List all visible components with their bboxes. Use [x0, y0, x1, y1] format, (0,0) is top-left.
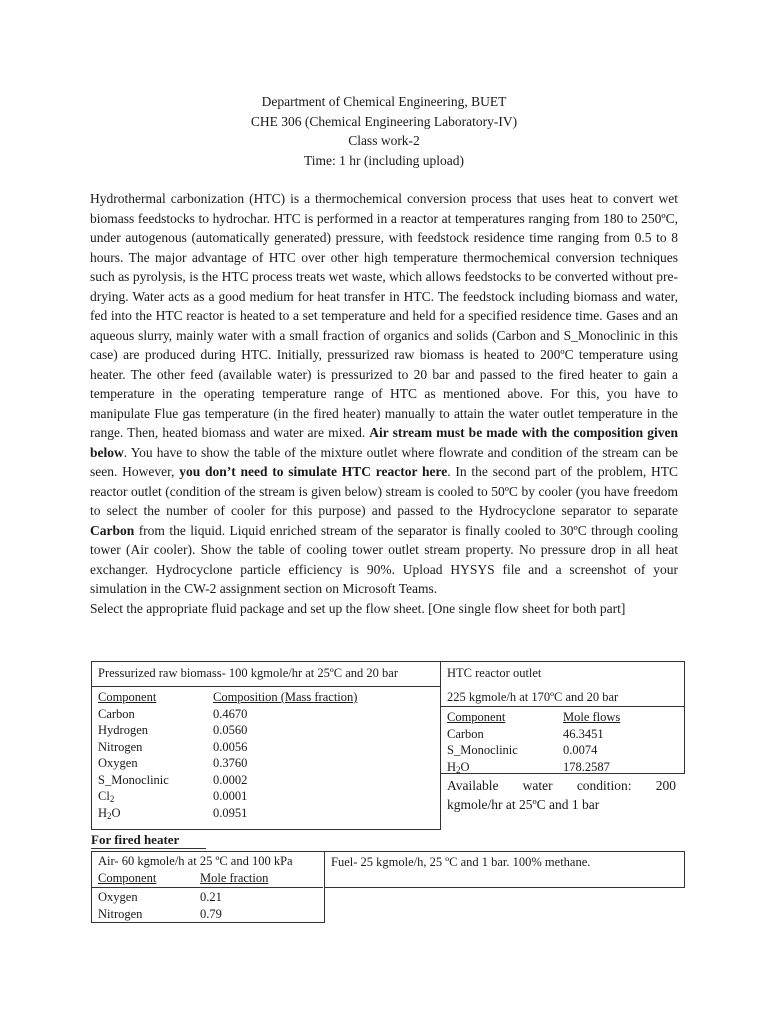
htc-condition: 225 kgmole/h at 170ºC and 20 bar	[447, 690, 619, 704]
bold-instruction-htc: you don’t need to simulate HTC reactor here	[179, 464, 448, 479]
biomass-title-box	[91, 661, 441, 687]
column-header-mole-flows: Mole flows	[563, 710, 621, 724]
paragraph-text: . In the second part of the problem, HTC reactor outlet (condition of the stream is given below) stream is cooled to 50ºC by cooler (you have freedom to select the number of cooler for this purpose) and passed to the Hydrocyclone separator to separate	[90, 464, 678, 518]
component-value: 46.3451	[563, 726, 604, 741]
component-value: 178.2587	[563, 759, 610, 774]
biomass-composition-box	[91, 686, 441, 830]
paragraph-text: Hydrothermal carbonization (HTC) is a thermochemical conversion process that uses heat to convert wet biomass feedstocks to hydrochar. HTC is performed in a reactor at temperatures ranging from 180 to 250ºC, under autogenous (automatically generated) pressure, with feedstock residence time ranging from 0.5 to 8 hours. The major advantage of HTC over other high temperature thermochemical conversion techniques such as pyrolysis, is the HTC process treats wet waste, which allows feedstocks to be converted without pre-drying. Water acts as a good medium for heat transfer in HTC. The feedstock including biomass and water, fed into the HTC reactor is heated to a set temperature and held for a specified residence time. Gases and an aqueous slurry, mainly water with a small fraction of organics and solids (Carbon and S_Monoclinic in this case) are produced during HTC. Initially, pressurized raw biomass is heated to 200ºC temperature using heater. The other feed (available water) is pressurized to 20 bar and passed to the fired heater to gain a temperature in the operating temperature range of HTC as mentioned above. For this, you have to manipulate Flue gas temperature (in the fired heater) manually to attain the water outlet temperature in the range. Then, heated biomass and water are mixed.	[90, 191, 678, 440]
component-name: Oxygen	[98, 890, 138, 904]
table-row	[447, 726, 677, 743]
class-work-title: Class work-2	[348, 133, 420, 148]
component-value: 0.0951	[213, 805, 248, 820]
component-value: 0.0002	[213, 772, 248, 787]
water-word-4: 200	[655, 778, 676, 793]
component-name: $Cl_2$	[98, 789, 115, 804]
air-title: Air- 60 kgmole/h at 25 ºC and 100 kPa	[98, 854, 293, 868]
component-name: Oxygen	[98, 756, 138, 770]
table-row	[447, 759, 677, 776]
paragraph-text: . You have to show the table of the mixture outlet where flowrate and condition of the stream can be seen. However,	[90, 444, 678, 479]
htc-title-box	[440, 661, 685, 707]
water-word-2: water	[522, 778, 553, 793]
fired-heater-underline	[91, 848, 206, 849]
table-row	[98, 772, 428, 789]
component-value: 0.0560	[213, 723, 248, 737]
component-name: Carbon	[98, 706, 135, 721]
water-word-1: Available	[447, 778, 499, 793]
component-name: $H_2O$	[447, 759, 470, 775]
problem-statement	[90, 189, 678, 618]
component-value: 0.3760	[213, 756, 248, 770]
component-value: 0.79	[200, 906, 222, 921]
paragraph-text: from the liquid. Liquid enriched stream of the separator is finally cooled to 30ºC through cooling tower (Air cooler). Show the table of cooling tower outlet stream property. No pressure drop in all heat exchanger. Hydrocyclone particle efficiency is 90%. Upload HYSYS file and a screenshot of your simulation in the CW-2 assignment section on Microsoft Teams.	[90, 522, 679, 596]
column-header-mole-fraction: Mole fraction	[200, 870, 269, 885]
column-header-component: Component	[98, 870, 157, 885]
table-row	[98, 722, 428, 739]
column-header-composition: Composition (Mass fraction)	[213, 690, 358, 704]
component-name: Hydrogen	[98, 723, 148, 737]
htc-flows-box	[440, 706, 685, 774]
component-value: 0.21	[200, 890, 222, 904]
bold-instruction-air: Air stream must be made with the composition given below	[90, 425, 678, 460]
fuel-box	[324, 851, 685, 888]
table-row	[98, 805, 428, 822]
component-value: 0.0056	[213, 739, 248, 754]
department-title: Department of Chemical Engineering, BUET	[261, 94, 507, 109]
table-row	[98, 755, 428, 772]
table-row	[98, 889, 318, 906]
table-row	[98, 739, 428, 756]
component-value: 0.0001	[213, 789, 248, 803]
flowsheet-instruction: Select the appropriate fluid package and set up the flow sheet. [One single flow sheet for both part]	[90, 600, 626, 616]
water-word-3: condition:	[576, 778, 632, 793]
biomass-title: Pressurized raw biomass- 100 kgmole/hr at 25ºC and 20 bar	[98, 666, 398, 680]
table-row	[98, 906, 318, 923]
document-header	[0, 92, 768, 170]
column-header-component: Component	[447, 710, 506, 724]
component-name: Carbon	[447, 726, 484, 741]
fuel-description: Fuel- 25 kgmole/h, 25 ºC and 1 bar. 100% methane.	[331, 855, 591, 869]
table-row	[98, 706, 428, 723]
component-name: $H_2O$	[98, 805, 121, 821]
component-value: 0.4670	[213, 706, 248, 721]
air-table-box	[91, 851, 325, 923]
time-limit: Time: 1 hr (including upload)	[304, 152, 464, 168]
component-name: Nitrogen	[98, 739, 143, 754]
component-value: 0.0074	[563, 743, 598, 757]
course-title: CHE 306 (Chemical Engineering Laboratory-IV)	[250, 113, 518, 129]
problem-paragraph	[90, 189, 678, 599]
htc-title: HTC reactor outlet	[447, 666, 542, 680]
fired-heater-label: For fired heater	[91, 832, 180, 847]
column-header-component: Component	[98, 690, 157, 704]
component-name: S_Monoclinic	[98, 772, 169, 787]
available-water-condition	[447, 776, 676, 814]
component-name: S_Monoclinic	[447, 743, 518, 757]
component-name: Nitrogen	[98, 906, 143, 921]
table-row	[447, 742, 677, 759]
table-row	[98, 788, 428, 805]
water-line-2: kgmole/hr at 25ºC and 1 bar	[447, 797, 600, 812]
bold-carbon: Carbon	[90, 522, 135, 538]
